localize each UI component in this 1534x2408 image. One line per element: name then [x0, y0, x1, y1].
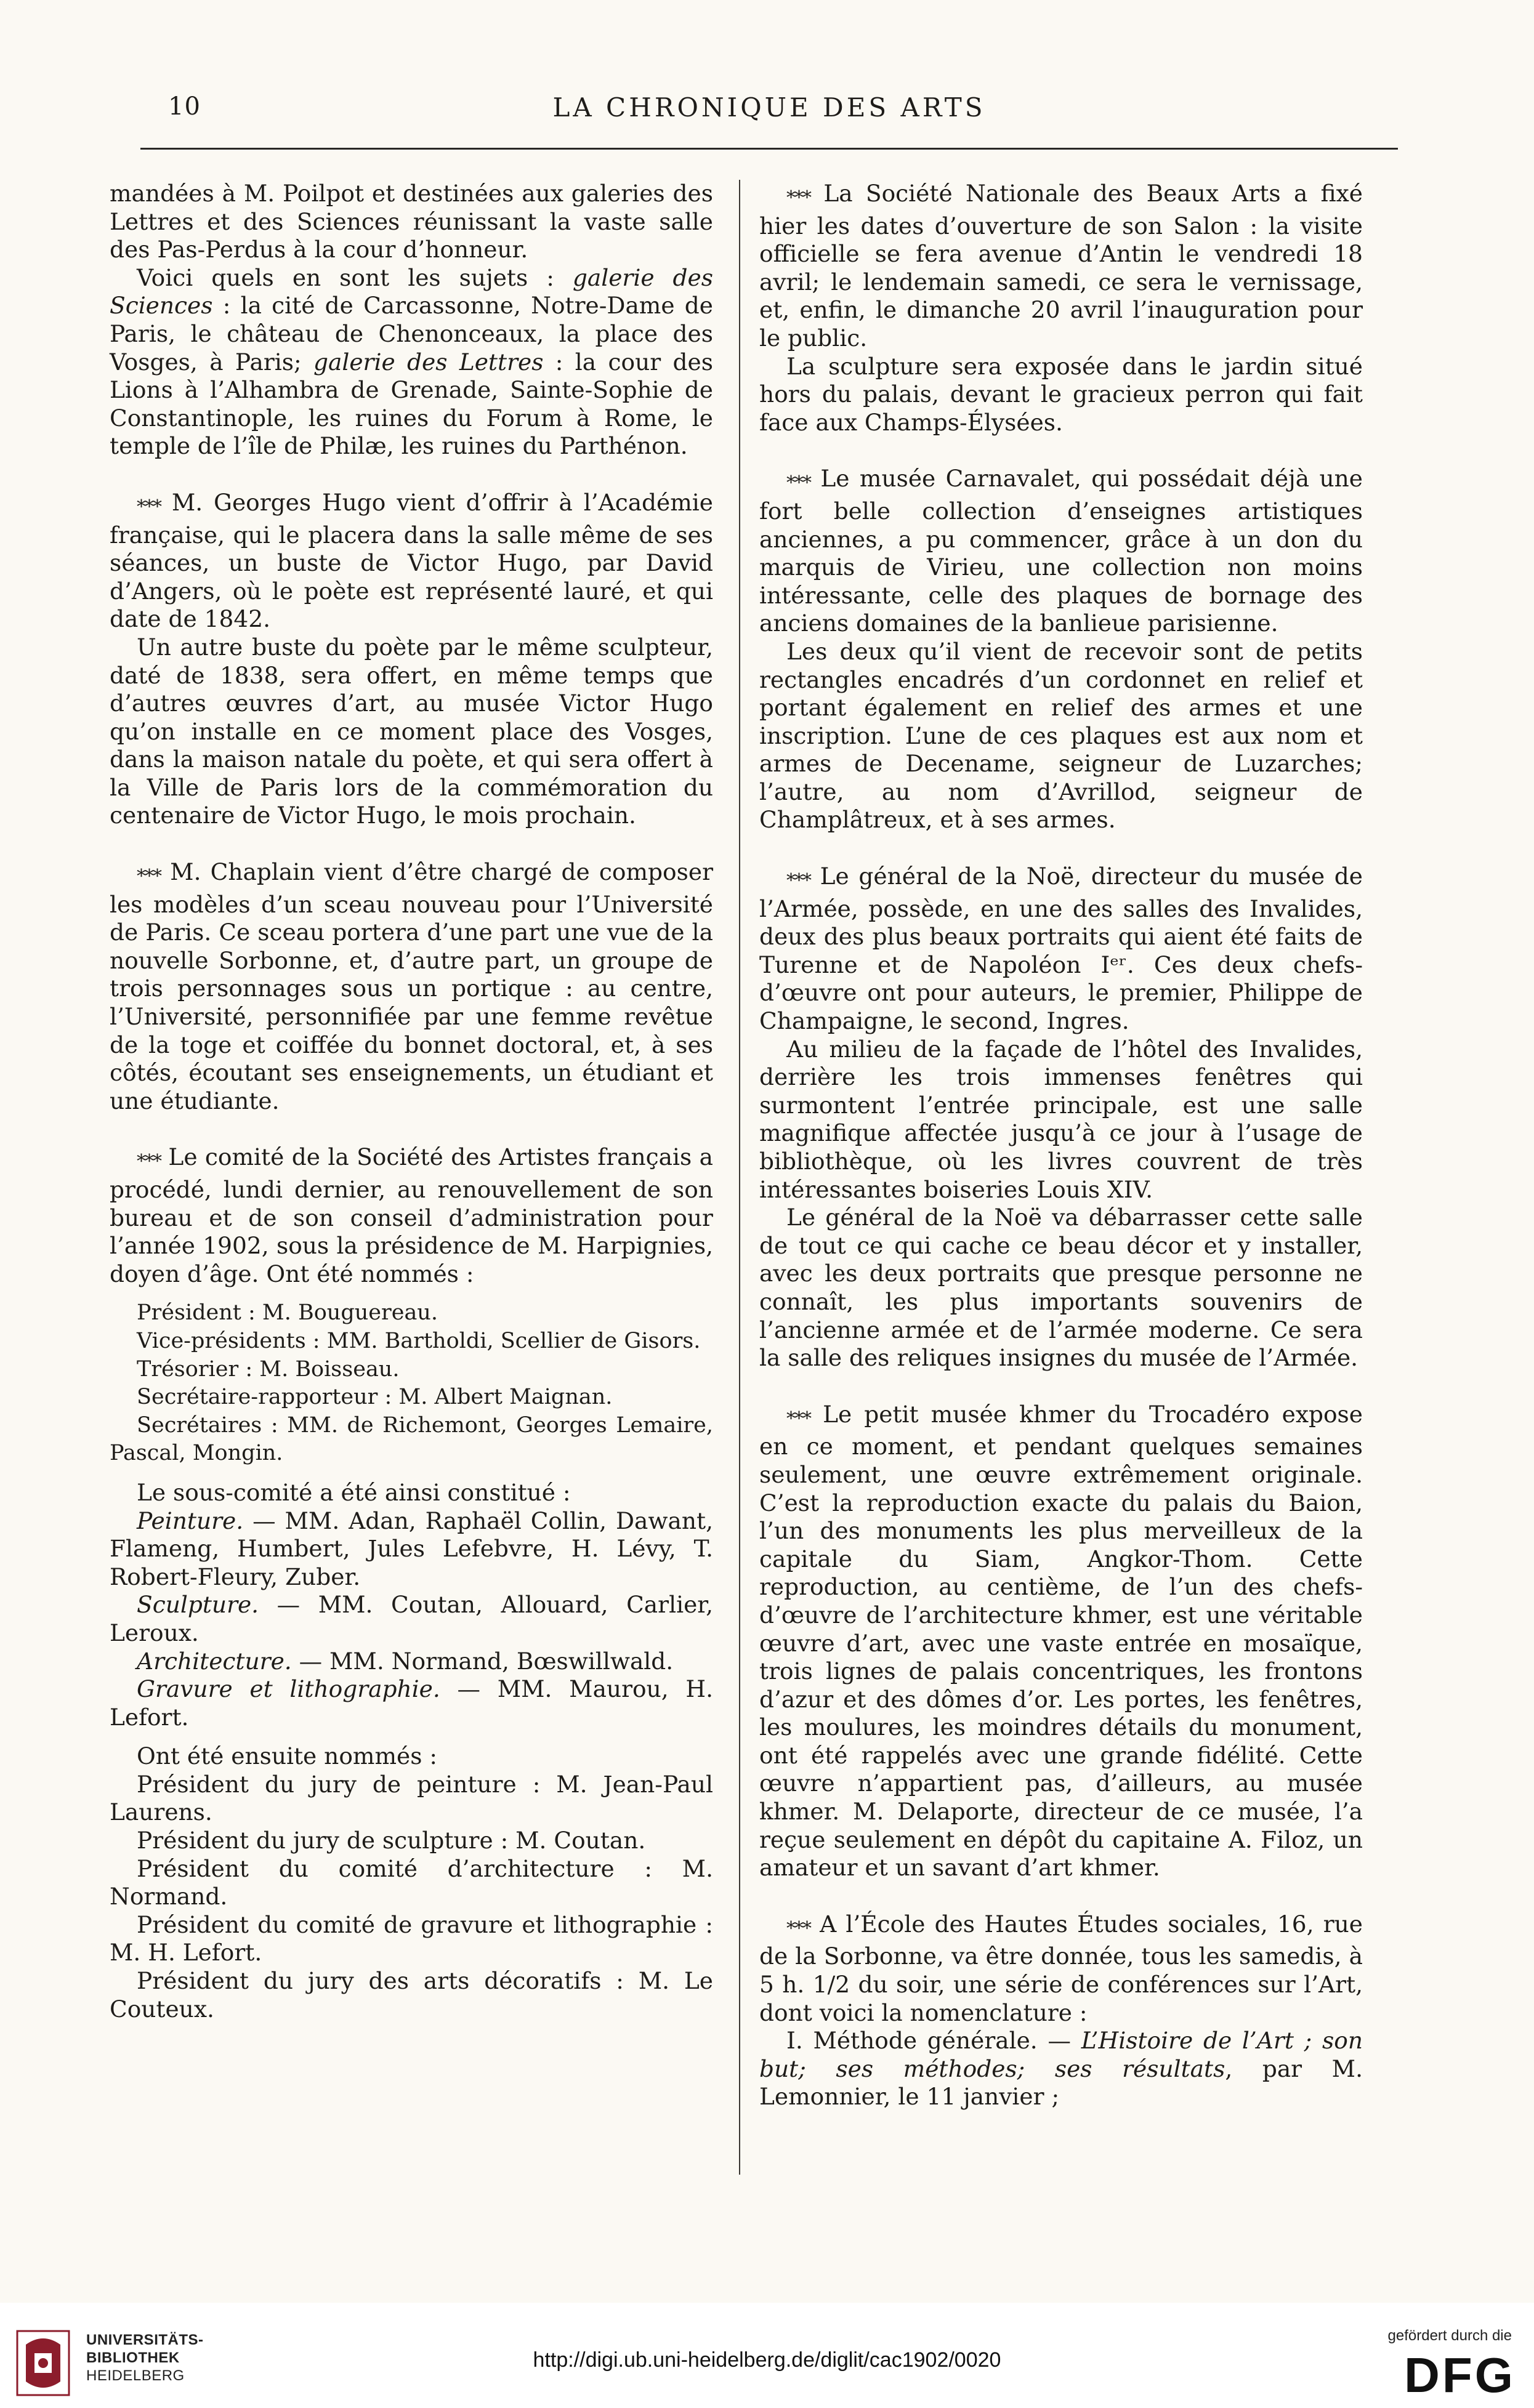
paragraph: La sculpture sera exposée dans le jardin situé hors du palais, devant le gracieux perron qui fait face aux Champs-Élysées. [759, 352, 1363, 436]
list-item: I. Méthode générale. — L’Histoire de l’Art ; son but; ses méthodes; ses résultats, par M. Lemonnier, le 11 janvier ; [759, 2027, 1363, 2111]
paragraph: Le général de la Noë va débarrasser cette salle de tout ce qui cache ce beau décor et y installer, avec les deux portraits que presque personne ne connaît, les plus importants souvenirs de l’ancienne armée et de l’armée moderne. Ce sera la salle des reliques insignes du musée de l’Armée. [759, 1204, 1363, 1372]
right-column [759, 180, 1363, 2111]
paragraph: mandées à M. Poilpot et destinées aux galeries des Lettres et des Sciences réunissant la vaste salle des Pas-Perdus à la cour d’honneur. [110, 180, 713, 264]
news-item: *** A l’École des Hautes Études sociales, 16, rue de la Sorbonne, va être donnée, tous les samedis, à 5 h. 1/2 du soir, une série de conférences sur l’Art, dont voici la nomenclature : [759, 1910, 1363, 2026]
news-item: *** M. Georges Hugo vient d’offrir à l’Académie française, qui le placera dans la salle même de ses séances, un buste de Victor Hugo, par David d’Angers, où le poète est représenté lauré, et qui date de 1842. [110, 488, 713, 633]
paragraph: Les deux qu’il vient de recevoir sont de petits rectangles encadrés d’un cordonnet en relief et portant également en relief des armes et une inscription. L’une de ces plaques est aux nom et armes de Decename, seigneur de Luzarches; l’autre, au nom d’Avrillod, seigneur de Champlâtreux, et à ses armes. [759, 637, 1363, 834]
news-item: *** Le musée Carnavalet, qui possédait déjà une fort belle collection d’enseignes artistiques anciennes, a pu commencer, grâce à un don du marquis de Virieu, une collection non moins intéressante, celle des plaques de bornage des anciens domaines de la banlieue parisienne. [759, 465, 1363, 637]
list-item: Gravure et lithographie. — MM. Maurou, H. Lefort. [110, 1675, 714, 1731]
list-item: Sculpture. — MM. Coutan, Allouard, Carlier, Leroux. [110, 1591, 713, 1646]
asterism: *** [137, 496, 161, 518]
news-item: *** La Société Nationale des Beaux Arts a fixé hier les dates d’ouverture de son Salon : la visite officielle se fera avenue d’Antin le vendredi 18 avril; le lendemain samedi, ce sera le vernissage, et, enfin, le dimanche 20 avril l’inauguration pour le public. [759, 180, 1363, 352]
paragraph: Ont été ensuite nommés : [137, 1742, 438, 1770]
asterism: *** [786, 870, 810, 892]
footer [0, 2303, 1534, 2408]
news-item: *** Le petit musée khmer du Trocadéro expose en ce moment, et pendant quelques semaines seulement, une œuvre extrêmement originale. C’est la reproduction exacte du palais du Baion, l’un des monuments les plus merveilleux de la capitale du Siam, Angkor-Thom. Cette reproduction, au centième, de l’un des chefs-d’œuvre de l’architecture khmer, est une véritable œuvre d’art, avec une vaste entrée en mosaïque, trois lignes de palais concentriques, les frontons d’azur et des dômes d’or. Les portes, les fenêtres, les moulures, les moindres détails du monument, ont été rappelés avec une grande fidélité. Cette œuvre n’appartient pas, d’ailleurs, au musée khmer. M. Delaporte, directeur de ce musée, l’a reçue seulement en dépôt du capitaine A. Filoz, un amateur et un savant d’art khmer. [759, 1400, 1363, 1882]
news-item: *** Le général de la Noë, directeur du musée de l’Armée, possède, en une des salles des Invalides, deux des plus beaux portraits qui aient été faits de Turenne et de Napoléon Iᵉʳ. Ces deux chefs-d’œuvre ont pour auteurs, le premier, Philippe de Champaigne, le second, Ingres. [759, 863, 1363, 1035]
list-item: Architecture. — MM. Normand, Bœswillwald. [137, 1647, 674, 1675]
source-url-link[interactable]: http://digi.ub.uni-heidelberg.de/diglit/cac1902/0020 [533, 2348, 1001, 2372]
paragraph: Au milieu de la façade de l’hôtel des Invalides, derrière les trois immenses fenêtres qui surmontent l’entrée principale, est une salle magnifique affectée jusqu’à ce jour à l’usage de bibliothèque, où les livres couvrent de très intéressantes boiseries Louis XIV. [759, 1035, 1363, 1203]
list-item: Président du jury de peinture : M. Jean-Paul Laurens. [110, 1770, 713, 1826]
journal-title: LA CHRONIQUE DES ARTS [552, 92, 986, 123]
library-name: UNIVERSITÄTS- BIBLIOTHEK HEIDELBERG [86, 2332, 204, 2384]
funded-by-label: gefördert durch die [1387, 2327, 1512, 2344]
news-item: *** Le comité de la Société des Artistes français a procédé, lundi dernier, au renouvellement de son bureau et de son conseil d’administration pour l’année 1902, sous la présidence de M. Harpignies, doyen d’âge. Ont été nommés : [110, 1143, 713, 1287]
left-column [110, 180, 713, 2023]
paragraph: Le sous-comité a été ainsi constitué : [137, 1478, 571, 1506]
asterism: *** [137, 866, 161, 888]
dfg-logo: DFG [1404, 2348, 1516, 2402]
list-item: Trésorier : M. Boisseau. [137, 1356, 400, 1382]
list-item: Président du jury des arts décoratifs : M. Le Couteux. [110, 1967, 713, 2023]
header-rule [140, 148, 1398, 150]
paragraph: Un autre buste du poète par le même sculpteur, daté de 1838, sera offert, en même temps que d’autres œuvres d’art, au musée Victor Hugo qu’on installe en ce moment place des Vosges, dans la maison natale du poète, et qui sera offert à la Ville de Paris lors de la commémoration du centenaire de Victor Hugo, le mois prochain. [110, 633, 713, 829]
news-item: *** M. Chaplain vient d’être chargé de composer les modèles d’un sceau nouveau pour l’Université de Paris. Ce sceau portera d’une part une vue de la nouvelle Sorbonne, et, d’autre part, un groupe de trois personnages sous un portique : au centre, l’Université, personnifiée par une femme revêtue de la toge et coiffée du bonnet doctoral, et, à ses côtés, écoutant ses enseignements, un étudiant et une étudiante. [110, 858, 713, 1114]
asterism: *** [786, 472, 810, 494]
list-item: Vice-présidents : MM. Bartholdi, Scellier de Gisors. [137, 1328, 701, 1353]
list-item: Président du comité d’architecture : M. Normand. [110, 1854, 713, 1911]
list-item: Peinture. — MM. Adan, Raphaël Collin, Dawant, Flameng, Humbert, Jules Lefebvre, H. Lévy, T. Robert-Fleury, Zuber. [110, 1507, 713, 1590]
paragraph: Voici quels en sont les sujets : galerie des Sciences : la cité de Carcassonne, Notre-Dame de Paris, le château de Chenonceaux, la place des Vosges, à Paris; galerie des Lettres : la cour des Lions à l’Alhambra de Grenade, Sainte-Sophie de Constantinople, les ruines du Forum à Rome, le temple de l’île de Philæ, les ruines du Parthénon. [110, 264, 713, 460]
list-item: Président : M. Bouguereau. [137, 1300, 438, 1326]
asterism: *** [786, 1917, 810, 1939]
list-item: Président du jury de sculpture : M. Coutan. [137, 1827, 646, 1854]
asterism: *** [786, 187, 810, 209]
page-header [140, 92, 1398, 135]
list-item: Secrétaire-rapporteur : M. Albert Maignan. [137, 1385, 613, 1410]
page-number: 10 [168, 92, 201, 121]
column-rule [739, 180, 740, 2175]
list-item: Secrétaires : MM. de Richemont, Georges Lemaire, Pascal, Mongin. [110, 1412, 713, 1466]
asterism: *** [786, 1407, 810, 1430]
list-item: Président du comité de gravure et lithographie : M. H. Lefort. [110, 1911, 713, 1967]
asterism: *** [137, 1151, 161, 1173]
